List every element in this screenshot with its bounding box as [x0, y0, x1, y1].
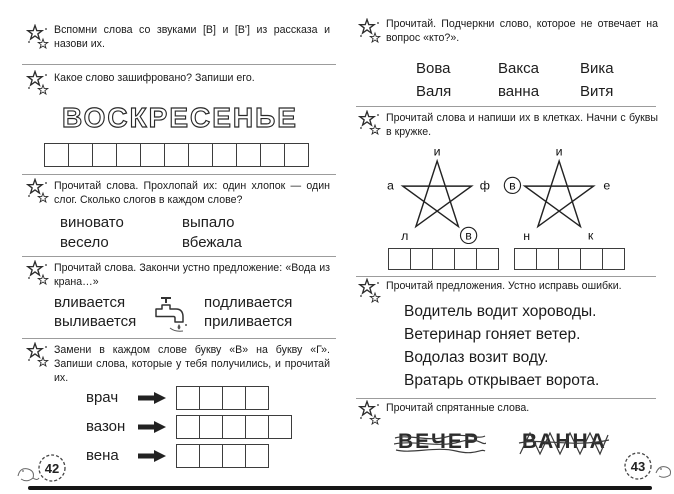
letter-cell [222, 444, 246, 468]
letter-cell [164, 143, 189, 167]
word: приливается [204, 313, 293, 330]
svg-text:ВОСКРЕСЕНЬЕ: ВОСКРЕСЕНЬЕ [62, 102, 298, 133]
word-star-diagram [500, 142, 624, 244]
letter-cell [44, 143, 69, 167]
task-stars-icon [26, 178, 50, 206]
answer-cells [176, 415, 292, 439]
hidden-word-text: ВЕЧЕР [398, 430, 480, 453]
divider [22, 174, 336, 175]
sentence-list [404, 300, 599, 392]
task-stars-icon [358, 400, 382, 428]
star-letter: л [401, 229, 409, 244]
letter-cell [116, 143, 141, 167]
letter-cell [140, 143, 165, 167]
page-number: 43 [630, 459, 646, 474]
hidden-word [522, 430, 607, 454]
word: ванна [498, 83, 540, 100]
word: виновато [60, 214, 124, 231]
letter-cell [188, 143, 213, 167]
word: Вика [580, 60, 614, 77]
arrow-icon [138, 392, 168, 404]
word: врач [86, 389, 119, 406]
letter-cell [222, 386, 246, 410]
word: Витя [580, 83, 614, 100]
sentence: Водитель водит хороводы. [404, 303, 597, 320]
word-star-diagram [378, 142, 502, 244]
letter-cell [268, 415, 292, 439]
star-letter: в [509, 178, 516, 193]
divider [22, 338, 336, 339]
hidden-word [398, 430, 480, 454]
word: выливается [54, 313, 137, 330]
star-letter: и [433, 144, 441, 159]
task-stars-icon [26, 24, 50, 52]
answer-cells [388, 248, 499, 270]
letter-cell [176, 444, 200, 468]
divider [22, 64, 336, 65]
letter-cell [245, 444, 269, 468]
divider [356, 398, 656, 399]
page-number-badge [620, 448, 674, 484]
star-letter: ф [479, 178, 490, 193]
divider [356, 276, 656, 277]
word-list [416, 60, 650, 100]
task-stars-icon [26, 70, 50, 98]
sentence: Водолаз возит воду. [404, 349, 549, 366]
task-text: Какое слово зашифровано? Запиши его. [54, 72, 255, 84]
letter-cell [410, 248, 433, 270]
divider [356, 106, 656, 107]
letter-cell [388, 248, 411, 270]
letter-cell [222, 415, 246, 439]
word: весело [60, 234, 109, 251]
letter-cell [245, 415, 269, 439]
sentence: Ветеринар гоняет ветер. [404, 326, 581, 343]
letter-cell [432, 248, 455, 270]
page-number-badge [14, 450, 70, 486]
divider [22, 256, 336, 257]
letter-cell [454, 248, 477, 270]
word: Валя [416, 83, 452, 100]
word: Вакса [498, 60, 539, 77]
word: подливается [204, 294, 293, 311]
star-letter: и [555, 144, 563, 159]
star-letter: е [603, 178, 611, 193]
letter-cell [68, 143, 93, 167]
word: вазон [86, 418, 126, 435]
word: выпало [182, 214, 235, 231]
letter-cell [260, 143, 285, 167]
sentence: Вратарь открывает ворота. [404, 372, 600, 389]
animal-doodle [18, 469, 33, 481]
answer-cells [44, 143, 309, 167]
word-list [60, 214, 292, 251]
task-text: Замени в каждом слове букву «В» на букву «Г». Запиши слова, которые у тебя получились, и прочитай их. [54, 344, 330, 384]
letter-cell [199, 415, 223, 439]
hidden-word-text: ВАННА [522, 430, 607, 453]
arrow-icon [138, 450, 168, 462]
task-stars-icon [358, 18, 382, 46]
task-text: Прочитай. Подчеркни слово, которое не отвечает на вопрос «кто?». [386, 18, 658, 44]
bottom-rule [28, 486, 652, 490]
encrypted-word-art [30, 96, 330, 138]
letter-cell [580, 248, 603, 270]
letter-cell [92, 143, 117, 167]
letter-cell [558, 248, 581, 270]
faucet-icon [148, 292, 196, 334]
answer-cells [176, 386, 269, 410]
task-stars-icon [26, 260, 50, 288]
task-text: Прочитай слова. Закончи устно предложение: «Вода из крана…» [54, 262, 330, 288]
letter-cell [199, 386, 223, 410]
letter-cell [236, 143, 261, 167]
star-letter: в [465, 228, 472, 243]
task-text: Прочитай слова и напиши их в клетках. Начни с буквы в кружке. [386, 112, 658, 138]
task-stars-icon [26, 342, 50, 370]
letter-cell [602, 248, 625, 270]
star-letter: а [386, 178, 394, 193]
arrow-icon [138, 421, 168, 433]
task-stars-icon [358, 278, 382, 306]
letter-cell [536, 248, 559, 270]
word: вбежала [182, 234, 242, 251]
task-text: Прочитай спрятанные слова. [386, 402, 530, 414]
letter-cell [284, 143, 309, 167]
letter-cell [176, 386, 200, 410]
letter-cell [476, 248, 499, 270]
task-text: Прочитай предложения. Устно исправь ошибки. [386, 280, 622, 292]
letter-cell [245, 386, 269, 410]
animal-doodle [656, 467, 671, 478]
word: вена [86, 447, 119, 464]
letter-cell [514, 248, 537, 270]
task-text: Прочитай слова. Прохлопай их: один хлопок — один слог. Сколько слогов в каждом слове? [54, 180, 330, 206]
star-letter: н [523, 229, 531, 244]
answer-cells [176, 444, 269, 468]
task-stars-icon [358, 110, 382, 138]
letter-cell [199, 444, 223, 468]
word: вливается [54, 294, 126, 311]
star-letter: к [587, 228, 594, 243]
letter-cell [212, 143, 237, 167]
word: Вова [416, 60, 451, 77]
page-number: 42 [44, 461, 60, 476]
answer-cells [514, 248, 625, 270]
letter-cell [176, 415, 200, 439]
task-text: Вспомни слова со звуками [В] и [В'] из рассказа и назови их. [54, 24, 330, 50]
